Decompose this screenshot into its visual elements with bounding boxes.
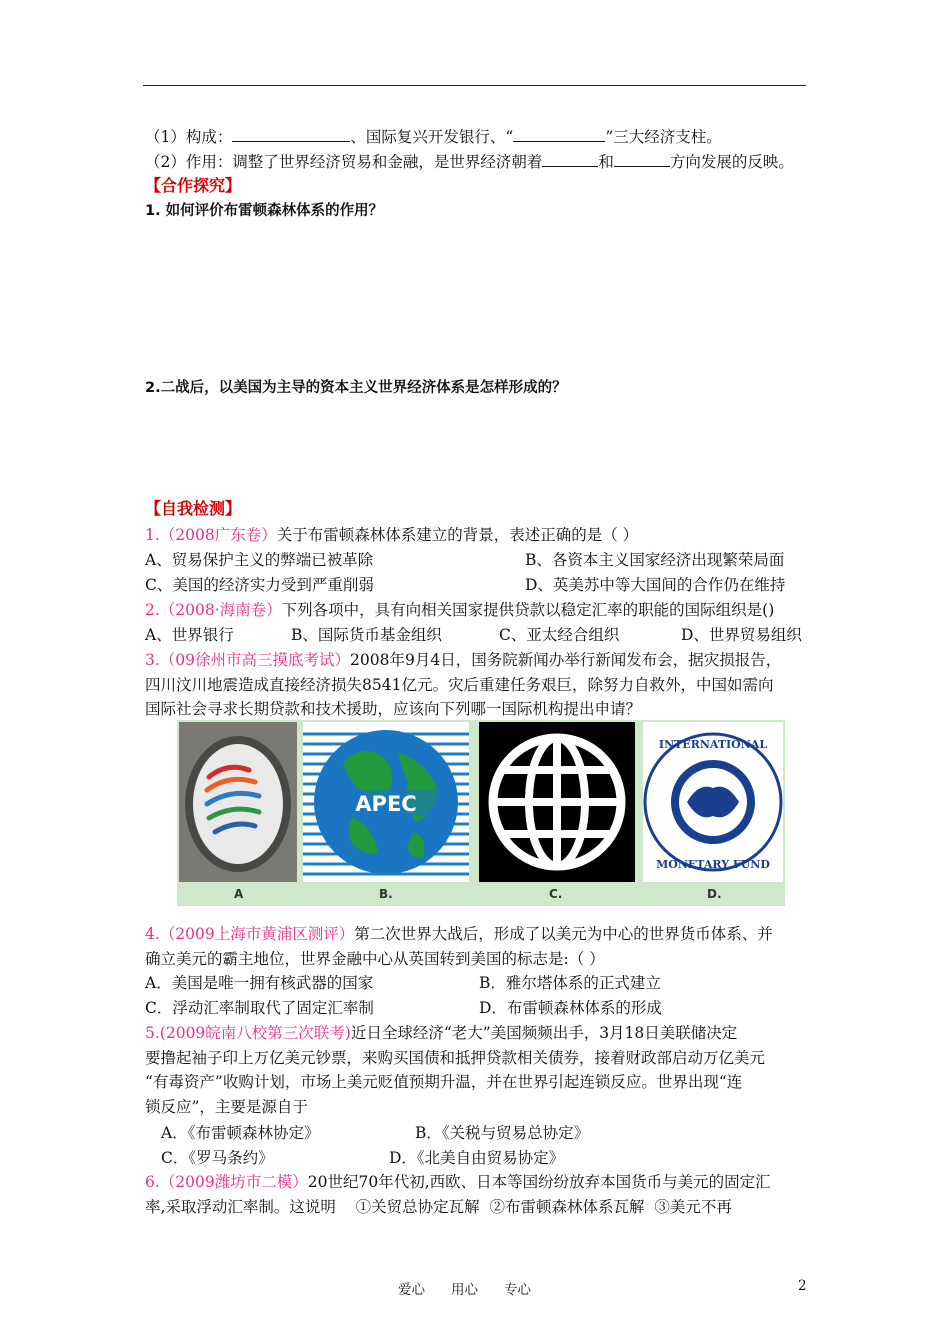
q3-source: （09徐州市高三摸底考试） (159, 651, 351, 669)
q1-source: （2008广东卷） (159, 526, 277, 544)
q4-option-d: D．布雷顿森林体系的形成 (479, 999, 662, 1017)
hezuo-question-1: 1. 如何评价布雷顿森林体系的作用？ (145, 203, 384, 219)
q4-number: 4. (145, 925, 160, 943)
footer-motto-2: 用心 (451, 1282, 478, 1298)
q1-option-b: B、各资本主义国家经济出现繁荣局面 (525, 551, 785, 569)
function-suffix: 方向发展的反映。 (669, 153, 794, 171)
q4-stem-line2: 确立美元的霸主地位，世界金融中心从英国转到美国的标志是:（ ） (145, 950, 605, 968)
q3-stem-line2: 四川汶川地震造成直接经济损失8541亿元。灾后重建任务艰巨，除努力自救外，中国如需向 (145, 676, 774, 694)
q2-option-d: D、世界贸易组织 (681, 626, 802, 644)
q4-source: （2009上海市黄浦区测评） (159, 925, 355, 943)
composition-line (145, 125, 722, 149)
q1-number: 1. (145, 526, 160, 544)
caption-d: D. (707, 887, 722, 901)
q5-option-d: D．《北美自由贸易协定》 (389, 1149, 565, 1167)
q3-logo-images (177, 720, 785, 906)
q1-stem (145, 523, 638, 547)
q3-stem-line1 (145, 648, 781, 672)
q5-text-1: 近日全球经济“老大”美国频频出手，3月18日美联储决定 (350, 1024, 738, 1042)
q2-option-b: B、国际货币基金组织 (291, 626, 442, 644)
q6-source: （2009潍坊市二模） (159, 1173, 308, 1191)
q2-option-c: C、亚太经合组织 (499, 626, 620, 644)
q4-option-c: C．浮动汇率制取代了固定汇率制 (145, 999, 374, 1017)
imf-logo (643, 722, 783, 882)
q5-stem-line2: 要撸起袖子印上万亿美元钞票，来购买国债和抵押贷款相关债券，接着财政部启动万亿美元 (145, 1049, 766, 1067)
q5-option-a: A．《布雷顿森林协定》 (161, 1124, 320, 1142)
caption-c: C. (549, 887, 563, 901)
q2-option-a: A、世界银行 (145, 626, 234, 644)
function-line (145, 150, 794, 174)
q5-number: 5. (145, 1024, 160, 1042)
imf-text-top: INTERNATIONAL (658, 738, 768, 751)
q6-stem-line2: 率,采取浮动汇率制。这说明 ①关贸总协定瓦解 ②布雷顿森林体系瓦解 ③美元不再 (145, 1198, 732, 1216)
q1-option-d: D、英美苏中等大国间的合作仍在维持 (525, 576, 786, 594)
hezuo-question-2: 2.二战后，以美国为主导的资本主义世界经济体系是怎样形成的？ (145, 380, 567, 396)
q5-stem-line1 (145, 1021, 737, 1045)
blank-4 (614, 150, 670, 167)
q1-option-c: C、美国的经济实力受到严重削弱 (145, 576, 374, 594)
apec-label: APEC (355, 792, 417, 816)
footer-motto-3: 专心 (504, 1282, 531, 1298)
q3-text-1: 2008年9月4日，国务院新闻办举行新闻发布会，据灾损报告， (350, 651, 782, 669)
apec-logo (303, 722, 469, 882)
q6-number: 6. (145, 1173, 160, 1191)
q5-stem-line4: 锁反应”，主要是源自于 (145, 1098, 308, 1116)
wto-logo (179, 722, 297, 882)
hezuo-heading: 【合作探究】 (145, 176, 242, 195)
q6-text-1: 20世纪70年代初,西欧、日本等国纷纷放弃本国货币与美元的固定汇 (307, 1173, 771, 1191)
blank-2 (513, 125, 605, 142)
q5-option-c: C．《罗马条约》 (161, 1149, 274, 1167)
q6-stem-line1 (145, 1170, 771, 1194)
q3-number: 3. (145, 651, 160, 669)
blank-3 (542, 150, 598, 167)
q2-source: （2008·海南卷） (159, 601, 282, 619)
q4-option-b: B．雅尔塔体系的正式建立 (479, 974, 661, 992)
composition-prefix: （1）构成： (145, 128, 233, 146)
caption-a: A (234, 887, 244, 901)
q2-stem (145, 598, 774, 622)
composition-mid: 、国际复兴开发银行、“ (350, 128, 514, 146)
q4-text-1: 第二次世界大战后，形成了以美元为中心的世界货币体系、并 (354, 925, 773, 943)
q5-option-b: B．《关税与贸易总协定》 (415, 1124, 590, 1142)
caption-b: B. (379, 887, 393, 901)
q2-number: 2. (145, 601, 160, 619)
page-number: 2 (798, 1278, 807, 1294)
composition-suffix: ”三大经济支柱。 (605, 128, 722, 146)
world-bank-logo (479, 722, 635, 882)
q3-stem-line3: 国际社会寻求长期贷款和技术援助，应该向下列哪一国际机构提出申请？ (145, 700, 642, 718)
q1-text: 关于布雷顿森林体系建立的背景，表述正确的是（ ） (276, 526, 639, 544)
blank-1 (232, 125, 350, 142)
q5-source: (2009皖南八校第三次联考) (159, 1024, 351, 1042)
q2-text: 下列各项中，具有向相关国家提供贷款以稳定汇率的职能的国际组织是() (281, 601, 775, 619)
header-rule (143, 85, 806, 86)
function-prefix: （2）作用：调整了世界经济贸易和金融，是世界经济朝着 (145, 153, 543, 171)
imf-text-bottom: MONETARY FUND (656, 858, 770, 871)
q5-stem-line3: “有毒资产”收购计划，市场上美元贬值预期升温，并在世界引起连锁反应。世界出现“连 (145, 1073, 743, 1091)
ziwo-heading: 【自我检测】 (145, 499, 242, 518)
function-mid: 和 (598, 153, 614, 171)
q1-option-a: A、贸易保护主义的弊端已被革除 (145, 551, 374, 569)
q4-stem-line1 (145, 922, 773, 946)
q4-option-a: A．美国是唯一拥有核武器的国家 (145, 974, 374, 992)
footer-motto-1: 爱心 (398, 1282, 425, 1298)
